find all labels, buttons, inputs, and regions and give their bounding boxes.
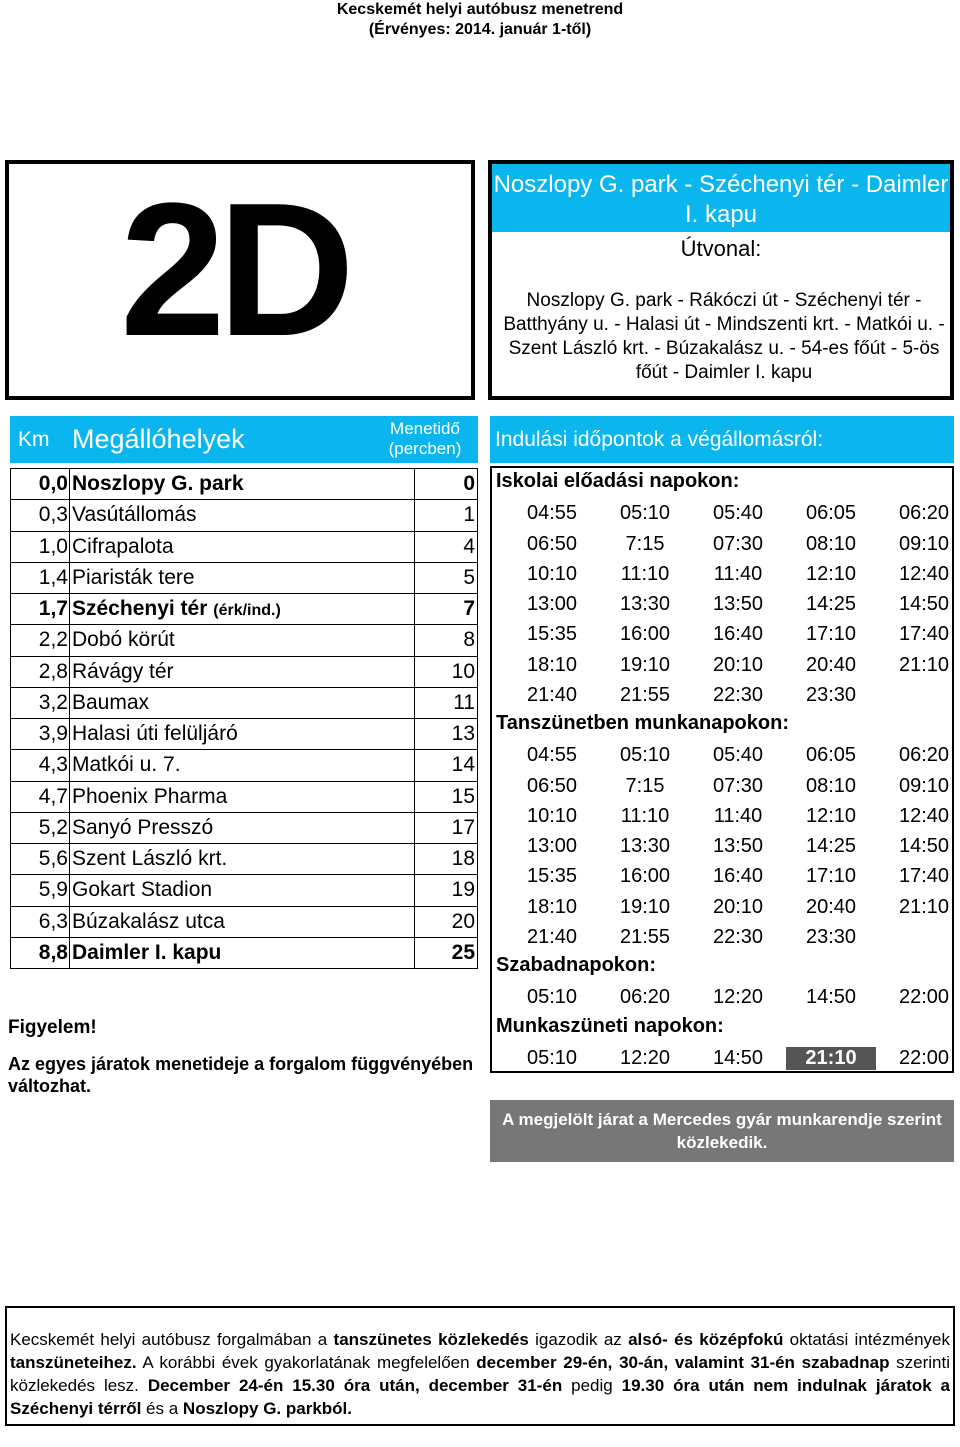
departure-time: 09:10 <box>898 774 950 797</box>
departure-row <box>492 924 952 954</box>
route-box <box>488 160 954 400</box>
km-header: Km <box>18 428 50 451</box>
notice-text: pedig <box>562 1376 622 1395</box>
departure-time: 12:20 <box>619 1046 671 1069</box>
stop-row <box>11 500 478 531</box>
stop-row <box>11 656 478 687</box>
stop-name: Baumax <box>72 690 150 714</box>
notice-text: szerinti közlekedés lesz. <box>10 1353 951 1395</box>
stop-name: Piaristák tere <box>72 565 195 589</box>
notice-bold: December 24-én 15.30 óra után, december 31-én <box>147 1376 563 1395</box>
stop-travel-time: 20 <box>415 906 478 937</box>
departure-time: 18:10 <box>526 895 578 918</box>
stop-travel-time: 17 <box>415 812 478 843</box>
departure-time: 11:10 <box>620 562 670 585</box>
departure-time: 17:40 <box>898 623 950 646</box>
warning-title: Figyelem! <box>8 1017 97 1038</box>
departure-time: 22:00 <box>898 986 950 1009</box>
stop-km: 2,8 <box>11 656 70 687</box>
departure-time: 16:00 <box>619 623 671 646</box>
departure-time: 10:10 <box>526 804 578 827</box>
stop-row <box>11 844 478 875</box>
stop-km: 1,0 <box>11 531 70 562</box>
departure-row <box>492 984 952 1014</box>
stop-travel-time: 11 <box>415 687 478 718</box>
stop-name: Sanyó Presszó <box>72 815 214 839</box>
notice-bold: 19.30 óra után nem indulnak járatok a Széchenyi térről <box>10 1376 951 1418</box>
departure-time: 06:20 <box>898 744 950 767</box>
stop-name: Phoenix Pharma <box>72 784 228 808</box>
departure-time: 05:10 <box>526 1046 578 1069</box>
departure-time: 22:30 <box>712 683 764 706</box>
departure-row <box>492 833 952 863</box>
departure-row <box>492 803 952 833</box>
departure-time: 13:50 <box>712 593 764 615</box>
departure-time: 06:20 <box>619 986 671 1009</box>
departure-time: 14:25 <box>805 835 857 857</box>
notice-text: igazodik az <box>528 1330 629 1349</box>
departure-row <box>492 621 952 651</box>
notice-bold: december 29-én, 30-án, valamint 31-én szabadnap <box>476 1353 890 1372</box>
stop-row <box>11 781 478 812</box>
stop-travel-time: 14 <box>415 750 478 781</box>
stop-name: Rávágy tér <box>72 659 174 683</box>
departure-time: 21:40 <box>526 683 578 706</box>
stop-name-cell <box>70 906 415 937</box>
departure-time: 13:30 <box>619 835 671 857</box>
stop-km: 5,2 <box>11 812 70 843</box>
departure-time: 12:40 <box>898 562 950 585</box>
holiday-notice <box>5 1306 955 1426</box>
departure-time: 17:10 <box>805 865 857 888</box>
travel-time-header <box>380 419 470 459</box>
departure-time: 16:40 <box>712 865 764 888</box>
page-title: Kecskemét helyi autóbusz menetrend <box>336 1 624 18</box>
stop-name: Halasi úti felüljáró <box>72 722 238 746</box>
departure-time: 12:40 <box>898 804 950 827</box>
line-number: 2D <box>120 164 347 376</box>
departure-time: 20:10 <box>712 895 764 918</box>
departure-time: 05:40 <box>712 744 764 767</box>
departure-time: 09:10 <box>898 532 950 555</box>
departure-time: 20:10 <box>712 653 764 676</box>
stop-name-cell <box>70 719 415 750</box>
departure-time: 14:50 <box>898 593 950 615</box>
stop-name: Gokart Stadion <box>72 878 213 902</box>
departure-row <box>492 531 952 561</box>
stops-table <box>10 468 478 969</box>
validity-subtitle: (Érvényes: 2014. január 1-től) <box>368 21 592 38</box>
departure-time: 05:40 <box>712 502 764 525</box>
departure-row <box>492 652 952 682</box>
schedule-section-title: Szabadnapokon: <box>496 954 657 976</box>
stop-travel-time: 19 <box>415 875 478 906</box>
warning-text: Az egyes járatok menetideje a forgalom függvényében változhat. <box>8 1054 474 1096</box>
schedule-section-title: Munkaszüneti napokon: <box>496 1014 724 1037</box>
travel-time-label: Menetidő <box>390 419 460 438</box>
stop-name: Szent László krt. <box>72 847 228 871</box>
departure-time: 20:40 <box>805 653 857 676</box>
stop-travel-time: 15 <box>415 781 478 812</box>
stop-row <box>11 687 478 718</box>
departure-time: 19:10 <box>619 653 671 676</box>
departure-time: 21:10 <box>898 895 950 918</box>
stop-km: 3,9 <box>11 719 70 750</box>
departure-time: 06:50 <box>526 774 578 797</box>
stop-name-cell <box>70 781 415 812</box>
departure-time: 05:10 <box>526 986 578 1009</box>
departure-time: 08:10 <box>805 774 857 797</box>
departure-time: 23:30 <box>805 683 857 706</box>
departure-time: 22:00 <box>898 1046 950 1069</box>
departure-time-marked: 21:10 <box>786 1047 876 1070</box>
stop-travel-time: 13 <box>415 719 478 750</box>
departure-times <box>490 466 954 1073</box>
departure-time: 13:50 <box>712 835 764 857</box>
stop-name: Cifrapalota <box>72 534 174 558</box>
departure-time: 16:40 <box>712 623 764 646</box>
departure-time: 11:10 <box>620 804 670 827</box>
departure-row <box>492 682 952 712</box>
stop-row <box>11 531 478 562</box>
stop-km: 8,8 <box>11 937 70 968</box>
departure-time: 21:55 <box>619 683 671 706</box>
departure-time: 18:10 <box>526 653 578 676</box>
departure-time: 17:10 <box>805 623 857 646</box>
departure-row <box>492 894 952 924</box>
stop-name-cell <box>70 656 415 687</box>
stop-name: Noszlopy G. park <box>72 472 244 496</box>
departure-time: 05:10 <box>619 744 671 767</box>
departure-row <box>492 561 952 591</box>
notice-bold: alsó- és középfokú <box>628 1330 784 1349</box>
stop-name: Vasútállomás <box>72 503 197 527</box>
route-title: Noszlopy G. park - Széchenyi tér - Daimler I. kapu <box>492 164 950 232</box>
stop-name-cell <box>70 531 415 562</box>
departure-time: 13:00 <box>526 593 578 615</box>
notice-bold: Noszlopy G. parkból. <box>182 1399 353 1418</box>
stop-km: 2,2 <box>11 625 70 656</box>
stop-row <box>11 812 478 843</box>
departure-time: 22:30 <box>712 925 764 948</box>
departure-time: 04:55 <box>526 502 578 525</box>
departure-time: 14:25 <box>805 593 857 615</box>
stop-row <box>11 937 478 968</box>
departure-time: 13:30 <box>619 593 671 615</box>
stop-row <box>11 906 478 937</box>
stop-name-cell <box>70 937 415 968</box>
stop-name-cell <box>70 594 415 625</box>
stop-travel-time: 25 <box>415 937 478 968</box>
notice-text: Kecskemét helyi autóbusz forgalmában a <box>10 1330 334 1349</box>
departure-time: 23:30 <box>805 925 857 948</box>
departure-time: 12:20 <box>712 986 764 1009</box>
stop-name: Matkói u. 7. <box>72 753 181 777</box>
stop-travel-time: 0 <box>415 469 478 500</box>
departure-time: 14:50 <box>805 986 857 1009</box>
departure-time: 14:50 <box>898 835 950 857</box>
stop-row <box>11 562 478 593</box>
stop-row <box>11 719 478 750</box>
notice-bold: tanszünetes közlekedés <box>333 1330 529 1349</box>
stops-table-header <box>10 416 478 463</box>
stop-name-cell <box>70 625 415 656</box>
departure-time: 21:40 <box>526 925 578 948</box>
departure-time: 08:10 <box>805 532 857 555</box>
stop-name-cell <box>70 844 415 875</box>
stop-travel-time: 7 <box>415 594 478 625</box>
departure-time: 12:10 <box>805 804 857 827</box>
departure-row <box>492 863 952 893</box>
departure-time: 06:20 <box>898 502 950 525</box>
stop-name: Dobó körút <box>72 628 175 652</box>
departures-header-label: Indulási időpontok a végállomásról: <box>495 428 824 451</box>
stops-header: Megállóhelyek <box>72 424 245 454</box>
notice-text: és a <box>141 1399 183 1418</box>
departure-time: 12:10 <box>805 562 857 585</box>
departure-time: 21:10 <box>898 653 950 676</box>
departure-time: 21:55 <box>619 925 671 948</box>
marked-trip-note: A megjelölt járat a Mercedes gyár munkarendje szerint közlekedik. <box>490 1100 954 1162</box>
stop-name-cell <box>70 562 415 593</box>
departure-time: 10:10 <box>526 562 578 585</box>
departure-time: 06:05 <box>805 744 857 767</box>
stop-name: Széchenyi tér <box>72 597 208 621</box>
departure-row <box>492 500 952 530</box>
departure-time: 11:40 <box>713 804 763 827</box>
stop-km: 6,3 <box>11 906 70 937</box>
stop-travel-time: 18 <box>415 844 478 875</box>
departure-time: 06:05 <box>805 502 857 525</box>
stop-km: 1,7 <box>11 594 70 625</box>
stop-name-cell <box>70 500 415 531</box>
stop-row <box>11 875 478 906</box>
departure-row <box>492 742 952 772</box>
travel-time-unit: (percben) <box>388 439 462 458</box>
stop-row <box>11 594 478 625</box>
stop-km: 5,9 <box>11 875 70 906</box>
departure-time: 16:00 <box>619 865 671 888</box>
stop-km: 4,3 <box>11 750 70 781</box>
route-description: Noszlopy G. park - Rákóczi út - Széchenyi tér - Batthyány u. - Halasi út - Mindszenti krt. - Matkói u. - Szent László krt. - Búzakalász u. - 54-es főút - 5-ös főút - Daimler I. kapu <box>503 290 945 383</box>
schedule-section-title: Iskolai előadási napokon: <box>496 470 740 492</box>
stop-name-cell <box>70 687 415 718</box>
departure-time: 11:40 <box>713 562 763 585</box>
stop-note: (érk/ind.) <box>213 602 281 620</box>
stop-km: 4,7 <box>11 781 70 812</box>
departure-time: 19:10 <box>619 895 671 918</box>
departure-time: 7:15 <box>625 774 665 797</box>
departure-row <box>492 591 952 621</box>
departure-row <box>492 773 952 803</box>
stop-name-cell <box>70 812 415 843</box>
departure-time: 20:40 <box>805 895 857 918</box>
departure-time: 07:30 <box>712 532 764 555</box>
departure-time: 17:40 <box>898 865 950 888</box>
departure-time: 04:55 <box>526 744 578 767</box>
stop-km: 0,0 <box>11 469 70 500</box>
departure-time: 7:15 <box>625 532 665 555</box>
stop-km: 5,6 <box>11 844 70 875</box>
stop-name-cell <box>70 469 415 500</box>
stop-row <box>11 750 478 781</box>
stop-travel-time: 4 <box>415 531 478 562</box>
departure-time: 15:35 <box>526 865 578 888</box>
stop-travel-time: 1 <box>415 500 478 531</box>
stop-travel-time: 10 <box>415 656 478 687</box>
departure-row <box>492 1045 952 1075</box>
notice-bold: tanszüneteihez. <box>10 1353 137 1372</box>
departure-time: 15:35 <box>526 623 578 646</box>
stop-name: Búzakalász utca <box>72 909 225 933</box>
stop-km: 1,4 <box>11 562 70 593</box>
departure-time: 13:00 <box>526 835 578 857</box>
departure-time: 07:30 <box>712 774 764 797</box>
stop-name-cell <box>70 750 415 781</box>
departure-time: 05:10 <box>619 502 671 525</box>
departure-time: 14:50 <box>712 1046 764 1069</box>
departures-header <box>490 416 954 463</box>
stop-travel-time: 8 <box>415 625 478 656</box>
notice-text: oktatási intézmények <box>783 1330 950 1349</box>
stop-km: 3,2 <box>11 687 70 718</box>
stop-name: Daimler I. kapu <box>72 940 222 964</box>
stop-km: 0,3 <box>11 500 70 531</box>
route-label: Útvonal: <box>680 236 762 261</box>
departure-time: 06:50 <box>526 532 578 555</box>
schedule-section-title: Tanszünetben munkanapokon: <box>496 712 789 734</box>
notice-text: A korábbi évek gyakorlatának megfelelően <box>136 1353 477 1372</box>
stop-row <box>11 469 478 500</box>
stop-row <box>11 625 478 656</box>
stop-name-cell <box>70 875 415 906</box>
stop-travel-time: 5 <box>415 562 478 593</box>
